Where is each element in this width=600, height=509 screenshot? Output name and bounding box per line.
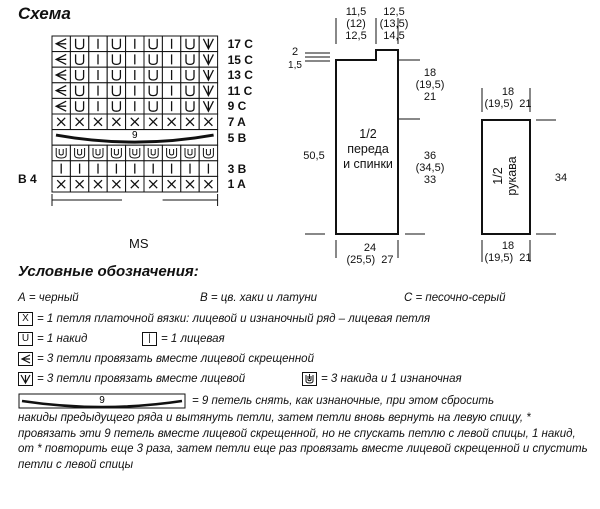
chart-cell bbox=[199, 83, 217, 99]
chart-cell bbox=[199, 98, 217, 114]
legend-yo3-text: = 3 накида и 1 изнаночная bbox=[321, 373, 462, 386]
dim-total-height: 50,5 bbox=[303, 150, 325, 162]
chart-row bbox=[52, 130, 218, 146]
legend-knit-text: = 1 лицевая bbox=[161, 333, 225, 346]
chart-cell bbox=[162, 161, 180, 177]
chart-cell bbox=[162, 114, 180, 130]
chart-cell bbox=[162, 176, 180, 192]
chart-row bbox=[52, 114, 218, 130]
chart-cell bbox=[70, 161, 88, 177]
chart-row bbox=[52, 176, 218, 192]
chart-row-label: 11 C bbox=[227, 83, 253, 98]
yo3-icon bbox=[302, 372, 317, 386]
chart-row bbox=[52, 36, 218, 52]
yo-symbol: U bbox=[18, 332, 33, 346]
legend-yo-text: = 1 накид bbox=[37, 333, 88, 346]
legend-garter bbox=[18, 312, 430, 326]
chart-cell bbox=[70, 145, 88, 161]
chart-cell bbox=[107, 83, 125, 99]
chart-left-label: B 4 bbox=[18, 172, 37, 186]
chart-cell bbox=[126, 67, 144, 83]
chart-cell bbox=[89, 83, 107, 99]
k3tog-icon bbox=[18, 372, 33, 386]
legend-nine-text: = 9 петель снять, как изнаночные, при этом сбросить bbox=[192, 395, 494, 408]
chart-cell bbox=[107, 176, 125, 192]
chart-cell bbox=[199, 161, 217, 177]
chart-cell bbox=[162, 67, 180, 83]
chart-row bbox=[52, 145, 218, 161]
chart-cell bbox=[89, 161, 107, 177]
dim-shoulder-top: 12,5 (13,5) 14,5 bbox=[379, 6, 409, 42]
legend-yo3 bbox=[302, 372, 462, 386]
chart-cell bbox=[89, 98, 107, 114]
chart-cell bbox=[181, 52, 199, 68]
chart-cell bbox=[126, 161, 144, 177]
chart-cell bbox=[162, 145, 180, 161]
legend-k3tog-left bbox=[18, 352, 314, 366]
chart-cell bbox=[162, 83, 180, 99]
dim-armhole: 18 (19,5) 21 bbox=[415, 67, 445, 103]
chart-cell bbox=[70, 83, 88, 99]
chart-row-label: 13 C bbox=[227, 68, 253, 83]
chart-row-label: 1 A bbox=[227, 177, 246, 192]
chart-cell bbox=[52, 83, 70, 99]
chart-cell bbox=[199, 176, 217, 192]
chart-cell bbox=[162, 36, 180, 52]
sleeve-piece-name: 1/2 рукава bbox=[491, 156, 519, 196]
chart-cell bbox=[126, 176, 144, 192]
chart-cell bbox=[181, 83, 199, 99]
chart-cell bbox=[107, 114, 125, 130]
chart-cell bbox=[199, 36, 217, 52]
nine-symbol-number: 9 bbox=[99, 395, 105, 406]
chart-cell bbox=[52, 52, 70, 68]
chart-cell bbox=[181, 145, 199, 161]
knitting-chart-grid bbox=[52, 36, 218, 206]
chart-cell bbox=[52, 67, 70, 83]
chart-cell bbox=[126, 36, 144, 52]
chart-cell bbox=[144, 176, 162, 192]
chart-cell bbox=[144, 145, 162, 161]
chart-cell bbox=[52, 161, 70, 177]
chart-cell bbox=[181, 98, 199, 114]
chart-cell bbox=[181, 36, 199, 52]
chart-cell bbox=[70, 52, 88, 68]
legend-title: Условные обозначения: bbox=[18, 263, 199, 280]
chart-row-label: 5 B bbox=[227, 130, 247, 145]
chart-cell bbox=[70, 36, 88, 52]
legend-color-b: В = цв. хаки и латуни bbox=[200, 292, 318, 304]
legend-color-a: А = черный bbox=[18, 292, 79, 304]
chart-cell bbox=[199, 114, 217, 130]
dim-body-bottom: 24 (25,5) 27 bbox=[346, 242, 394, 266]
legend-nine bbox=[18, 393, 494, 409]
chart-nine-label: 9 bbox=[132, 130, 138, 142]
chart-cell bbox=[144, 98, 162, 114]
chart-cell bbox=[52, 145, 70, 161]
chart-cell bbox=[107, 98, 125, 114]
chart-cell bbox=[144, 52, 162, 68]
chart-cell bbox=[70, 98, 88, 114]
chart-cell bbox=[70, 176, 88, 192]
chart-cell bbox=[126, 52, 144, 68]
legend-k3tog-left-text: = 3 петли провязать вместе лицевой скрещенной bbox=[37, 353, 314, 366]
chart-cell bbox=[89, 36, 107, 52]
legend-yo bbox=[18, 332, 87, 346]
chart-cell bbox=[144, 161, 162, 177]
chart-cell bbox=[144, 67, 162, 83]
chart-row-label: 17 C bbox=[227, 37, 253, 51]
chart-row-label: 9 C bbox=[227, 99, 247, 114]
chart-row bbox=[52, 83, 218, 99]
chart-row bbox=[52, 161, 218, 177]
chart-cell bbox=[199, 145, 217, 161]
chart-cell bbox=[52, 98, 70, 114]
chart-row bbox=[52, 52, 218, 68]
chart-cell bbox=[52, 114, 70, 130]
chart-cell bbox=[89, 176, 107, 192]
body-piece-name: 1/2 переда и спинки bbox=[343, 127, 393, 171]
k3tog-left-icon bbox=[18, 352, 33, 366]
chart-cell bbox=[70, 114, 88, 130]
chart-repeat-label: MS bbox=[129, 236, 149, 251]
legend-knit bbox=[142, 332, 225, 346]
chart-cell bbox=[70, 67, 88, 83]
chart-cell bbox=[181, 114, 199, 130]
chart-cell bbox=[89, 52, 107, 68]
chart-cell bbox=[107, 67, 125, 83]
chart-cell bbox=[107, 36, 125, 52]
dim-sleeve-height: 34 bbox=[554, 172, 568, 184]
chart-cell bbox=[52, 176, 70, 192]
chart-cell bbox=[107, 161, 125, 177]
legend-k3tog-text: = 3 петли провязать вместе лицевой bbox=[37, 373, 246, 386]
chart-cell bbox=[181, 161, 199, 177]
chart-cell bbox=[144, 36, 162, 52]
chart-cell bbox=[52, 36, 70, 52]
chart-cell bbox=[107, 145, 125, 161]
chart-cell bbox=[126, 114, 144, 130]
dim-neck-top: 11,5 (12) 12,5 bbox=[345, 6, 367, 42]
chart-row bbox=[52, 98, 218, 114]
chart-cell bbox=[181, 176, 199, 192]
chart-cell bbox=[162, 98, 180, 114]
legend-nine-continuation: накиды предыдущего ряда и вытянуть петли, затем петли вновь вернуть на левую спицу, * провязать эти 9 петель вместе лицевой скрещенной, но не спускать петлю с левой спицы, 1 накид, от * повторить еще 3 раза, затем петли еще раз провязать вместе лицевой скрещенной и спустить петли с левой спицы bbox=[18, 412, 588, 471]
legend-k3tog bbox=[18, 372, 245, 386]
dim-left-small-1: 2 bbox=[291, 46, 299, 58]
chart-row-label: 3 B bbox=[227, 161, 247, 176]
chart-title: Схема bbox=[18, 4, 71, 23]
chart-cell bbox=[181, 67, 199, 83]
knit-symbol: | bbox=[142, 332, 157, 346]
chart-cell bbox=[199, 67, 217, 83]
chart-cell bbox=[199, 52, 217, 68]
legend-color-c: С = песочно-серый bbox=[404, 292, 506, 304]
dim-side: 36 (34,5) 33 bbox=[415, 150, 445, 186]
chart-cell bbox=[107, 52, 125, 68]
chart-cell bbox=[144, 83, 162, 99]
chart-cell bbox=[89, 145, 107, 161]
chart-cell bbox=[126, 98, 144, 114]
chart-row-label: 15 C bbox=[227, 52, 253, 67]
chart-cell bbox=[126, 83, 144, 99]
chart-row bbox=[52, 67, 218, 83]
chart-cell bbox=[89, 67, 107, 83]
garter-symbol: X bbox=[18, 312, 33, 326]
chart-cell bbox=[126, 145, 144, 161]
nine-stitch-icon bbox=[18, 393, 186, 409]
dim-left-small-2: 1,5 bbox=[288, 60, 302, 71]
legend-garter-text: = 1 петля платочной вязки: лицевой и изнаночный ряд – лицевая петля bbox=[37, 313, 431, 326]
chart-cell bbox=[89, 114, 107, 130]
chart-cell bbox=[144, 114, 162, 130]
dim-sleeve-bottom: 18 (19,5) 21 bbox=[484, 240, 532, 264]
dim-sleeve-top: 18 (19,5) 21 bbox=[484, 86, 532, 110]
chart-cell bbox=[162, 52, 180, 68]
chart-row-label: 7 A bbox=[227, 115, 246, 129]
